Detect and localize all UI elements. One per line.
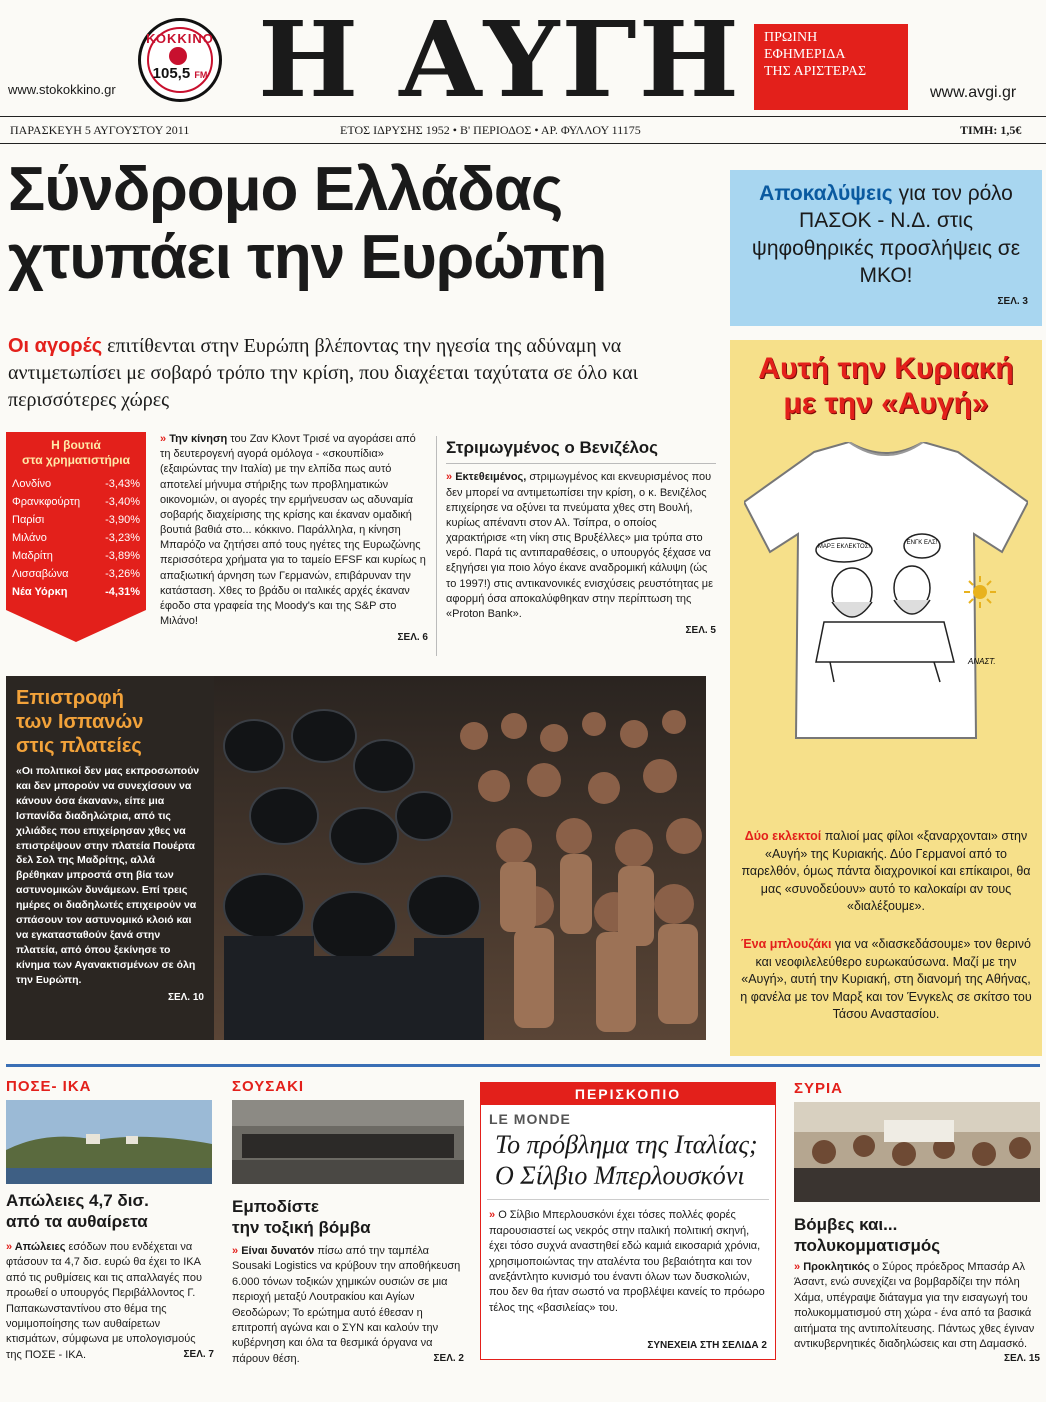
stock-city: Μαδρίτη bbox=[12, 550, 53, 562]
story-text: ο Σύρος πρόεδρος Μπασάρ Αλ Άσαντ, ενώ συνεχίζει να βομβαρδίζει την πόλη Χάμα, υπέγραψε διάταγμα για την εισαγωγή του πολυκομματισμού στη χώρα - ένα από τα βασικά αιτήματα της αντιπολίτευσης. Πάντως χθες έγιναν αντικυβερνητικές διαδηλώσεις και στη Δαμασκό. bbox=[794, 1261, 1035, 1350]
column-divider bbox=[436, 436, 437, 656]
story-headline-line-1: Εμποδίστε bbox=[232, 1197, 319, 1216]
stock-value: -3,40% bbox=[105, 496, 140, 508]
lead-headline-line-1: Σύνδρομο Ελλάδας bbox=[8, 155, 563, 224]
stock-markets-box bbox=[6, 432, 146, 610]
story-lead: Προκλητικός bbox=[803, 1261, 870, 1273]
blue-teaser-box[interactable] bbox=[730, 170, 1042, 326]
periscope-headline-line-1: Το πρόβλημα της Ιταλίας; bbox=[495, 1130, 758, 1159]
spain-title-line-3: στις πλατείες bbox=[16, 735, 142, 757]
stock-row bbox=[6, 548, 146, 566]
lead-sub-text: επιτίθενται στην Ευρώπη βλέποντας την ηγεσία της αδύναμη να αντιμετωπίσει με σοβαρό τρόπο την κρίση, που διαχέεται ταχύτατα σε όλο και περισσότερες χώρες bbox=[8, 335, 638, 411]
lightbulb-icon bbox=[169, 47, 187, 65]
lead-sub-keyword: Οι αγορές bbox=[8, 335, 103, 357]
stock-city: Παρίσι bbox=[12, 514, 45, 526]
issue-price: ΤΙΜΗ: 1,5€ bbox=[960, 123, 1022, 137]
promo-title-line-1: Αυτή την Κυριακή bbox=[758, 352, 1014, 385]
section-label-sousaki: ΣΟΥΣΑΚΙ bbox=[232, 1078, 305, 1095]
stock-value: -4,31% bbox=[105, 586, 140, 598]
periscope-label: ΠΕΡΙΣΚΟΠΙΟ bbox=[481, 1083, 775, 1105]
story-headline-line-1: Απώλειες 4,7 δισ. bbox=[6, 1191, 149, 1210]
syria-protest-photo bbox=[794, 1102, 1040, 1202]
stock-value: -3,90% bbox=[105, 514, 140, 526]
story-headline-sousaki[interactable] bbox=[232, 1196, 464, 1239]
spain-page: ΣΕΛ. 10 bbox=[167, 991, 204, 1003]
cartoon-signature: ΑΝΑΣΤ. bbox=[968, 657, 996, 666]
spain-title-line-2: των Ισπανών bbox=[16, 711, 144, 733]
tshirt-illustration bbox=[744, 442, 1028, 742]
stock-title-line-2: στα χρηματιστήρια bbox=[21, 453, 131, 467]
story-headline-line-2: από τα αυθαίρετα bbox=[6, 1212, 148, 1232]
promo-title-line-2: με την «Αυγή» bbox=[783, 386, 989, 420]
lead-headline-line-2: χτυπάει την Ευρώπη bbox=[8, 223, 607, 293]
periscope-box[interactable] bbox=[480, 1082, 776, 1360]
story-headline-syria[interactable] bbox=[794, 1214, 1040, 1257]
story-headline-pose-ika[interactable] bbox=[6, 1190, 214, 1233]
radio-freq-value: 105,5 bbox=[152, 65, 191, 82]
story-text: πίσω από την ταμπέλα Sousaki Logistics να κρύβουν την αποθήκευση 6.000 τόνων τοξικών χημικών ουσιών σε μια περιοχή μεταξύ Λουτρακίου και Αγίων Θεοδώρων; Το ερώτημα αυτό έθεσαν η επιτροπή αγώνα και ο ΣΥΝ και καλούν την κυβέρνηση και όλα τα θεσμικά όργανα να πάρουν θέση. bbox=[232, 1245, 461, 1365]
column-venizelos[interactable] bbox=[446, 436, 716, 638]
newspaper-title: Η ΑΥΓΗ bbox=[258, 0, 741, 121]
story-headline-line-2: πολυκομματισμός bbox=[794, 1236, 941, 1256]
stock-title-line-1: Η βουτιά bbox=[51, 438, 101, 452]
bullet-icon: » bbox=[489, 1209, 499, 1222]
stock-row bbox=[6, 494, 146, 512]
column-page: ΣΕΛ. 5 bbox=[685, 625, 716, 637]
stock-city: Μιλάνο bbox=[12, 532, 47, 544]
down-arrow-icon bbox=[6, 610, 146, 642]
radio-name: ΚΟΚΚΙΝΟ bbox=[146, 31, 214, 46]
spain-protest-story[interactable] bbox=[6, 676, 214, 1040]
blue-teaser-highlight: Αποκαλύψεις bbox=[759, 182, 893, 205]
stock-row bbox=[6, 566, 146, 584]
stock-city: Λισσαβώνα bbox=[12, 568, 69, 580]
story-page: ΣΕΛ. 2 bbox=[433, 1352, 464, 1364]
stock-row bbox=[6, 584, 146, 602]
dateline bbox=[0, 116, 1046, 144]
promo-p1-text: παλιοί μας φίλοι «ξαναρχονται» στην «Αυγή» της Κυριακής. Δύο Γερμανοί από το παρελθόν, όμως πάντα διαχρονικοί και επίκαιροι, θα μας «συνοδεύουν» αυτό το καλοκαίρι αν τους «διαλέξουμε». bbox=[741, 829, 1031, 913]
sunday-promo-box[interactable] bbox=[730, 340, 1042, 1056]
stock-row bbox=[6, 476, 146, 494]
periscope-headline bbox=[487, 1127, 769, 1200]
column-title: Στριμωγμένος ο Βενιζέλος bbox=[446, 436, 716, 464]
periscope-body bbox=[481, 1200, 775, 1316]
story-lead: Είναι δυνατόν bbox=[241, 1245, 315, 1257]
stock-row bbox=[6, 530, 146, 548]
stock-city: Φρανκφούρτη bbox=[12, 496, 81, 508]
story-page: ΣΕΛ. 15 bbox=[1003, 1353, 1040, 1365]
promo-title bbox=[742, 352, 1030, 421]
blue-teaser-text: για τον ρόλο ΠΑΣΟΚ - Ν.Δ. στις ψηφοθηρικές προσλήψεις σε ΜΚΟ! bbox=[751, 182, 1021, 287]
bullet-icon: » bbox=[446, 471, 456, 484]
story-body-syria bbox=[794, 1260, 1040, 1366]
story-lead: Απώλειες bbox=[14, 1241, 66, 1253]
bullet-icon: » bbox=[232, 1245, 242, 1257]
periscope-text: Ο Σίλβιο Μπερλουσκόνι έχει τόσες πολλές φορές παρουσιαστεί ως νεκρός στην ιταλική πολιτική σκηνή, έχει τόσο συχνά αναστηθεί εδώ καμιά εικοσαριά χρόνια, χρησιμοποιώντας την αταλέντα του βεβαιότητα και τον ανεξάντλητο κυνισμό του έναντι όλων των δυσκολιών, που δεν θα ήταν σωστό να προβλέψει κανείς το πρόωρο τέλος της «βασιλείας» του. bbox=[489, 1209, 765, 1314]
spain-title bbox=[16, 686, 204, 758]
column-text: του Ζαν Κλοντ Τρισέ να αγοράσει από τη δευτερογενή αγορά ομόλογα - «σκουπίδια» (εξαιρώντας την Ιταλία) με την ελπίδα πως αυτό αποτελεί μήνυμα στήριξης των προβληματικών οικονομιών, οι αγορές την ερμήνευσαν ως αδυναμία σοβαρής διαχείρισης της κρίσης και έκαναν ομαδική βουτιά βαθιά στο... κόκκινο. Παράλληλα, η κίνηση Μπαρόζο να ζητήσει από τους ηγέτες της Ευρωζώνης περισσότερα χρήματα για το ταμείο EFSF και κυρίως η απαξιωτική άρνηση των Γερμανών, επιβάρυναν την κατάσταση. Χθες το βράδυ οι ιταλικές αρχές έκαναν έφοδο στα γραφεία της Moody's και της S&P στο Μιλάνο! bbox=[160, 433, 426, 628]
story-text: εσόδων που ενδέχεται να φτάσουν τα 4,7 δισ. ευρώ θα έχει το ΙΚΑ από τις ρυθμίσεις και τις απαλλαγές που προωθεί ο υπουργός Περιβάλλοντος Γ. Παπακωνσταντίνου στο θέμα της νομιμοποίησης των αυθαίρετων κτισμάτων, σύμφωνα με υπολογισμούς της ΠΟΣΕ - ΙΚΑ. bbox=[6, 1241, 202, 1361]
story-page: ΣΕΛ. 7 bbox=[183, 1348, 214, 1360]
stock-value: -3,89% bbox=[105, 550, 140, 562]
section-label-syria: ΣΥΡΙΑ bbox=[794, 1080, 844, 1097]
spain-title-line-1: Επιστροφή bbox=[16, 687, 124, 709]
story-headline-line-1: Βόμβες και... bbox=[794, 1215, 898, 1234]
lead-subheadline bbox=[8, 333, 708, 414]
blue-teaser-page: ΣΕΛ. 3 bbox=[997, 296, 1028, 308]
issue-info: ΕΤΟΣ ΙΔΡΥΣΗΣ 1952 • Β' ΠΕΡΙΟΔΟΣ • ΑΡ. ΦΥΛΛΟΥ 11175 bbox=[340, 123, 641, 137]
issue-date: ΠΑΡΑΣΚΕΥΗ 5 ΑΥΓΟΥΣΤΟΥ 2011 bbox=[10, 123, 190, 137]
lead-headline[interactable] bbox=[8, 156, 718, 292]
promo-paragraph-2 bbox=[740, 936, 1032, 1024]
section-label-pose-ika: ΠΟΣΕ- ΙΚΑ bbox=[6, 1078, 92, 1095]
bullet-icon: » bbox=[6, 1241, 15, 1253]
stock-rows bbox=[6, 476, 146, 602]
section-divider bbox=[6, 1064, 1040, 1067]
coast-photo bbox=[6, 1100, 212, 1184]
story-headline-line-2: την τοξική βόμβα bbox=[232, 1218, 371, 1238]
stock-value: -3,26% bbox=[105, 568, 140, 580]
stock-value: -3,23% bbox=[105, 532, 140, 544]
promo-paragraph-1 bbox=[740, 828, 1032, 916]
stock-city: Λονδίνο bbox=[12, 478, 52, 490]
newspaper-website-link[interactable]: www.avgi.gr bbox=[930, 84, 1017, 101]
stock-value: -3,43% bbox=[105, 478, 140, 490]
story-body-pose-ika bbox=[6, 1240, 214, 1363]
cartoon-bubble-1: ΜΑΡΞ ΕΚΛΕΚΤΟΣ! bbox=[817, 544, 871, 550]
promo-p2-text: για να «διασκεδάσουμε» τον θερινό και νεοφιλελεύθερο ευρωκαύσωνα. Μαζί με την «Αυγή», αυτή την Κυριακή, στη διανομή της Αθήνας, η φανέλα με τον Μαρξ και τον Ένγκελς σε σκίτσο του Τάσου Αναστασίου. bbox=[740, 937, 1032, 1021]
radio-logo bbox=[138, 18, 222, 102]
cartoon-bubble-2: ΕΝΓΚ ΕΛΣ! bbox=[906, 540, 938, 546]
column-text: στριμωγμένος και εκνευρισμένος που δεν μπορεί να αντιμετωπίσει την κρίση, ο κ. Βενιζέλος επιχείρησε να οξύνει τα πνεύματα χθες στη Βουλή, κυρίως απέναντι στον Αλ. Τσίπρα, ο οποίος χαρακτήρισε «τη νίκη στις Βρυξέλλες» μια τρύπα στο νερό. Παρά τις αντιπαραθέσεις, ο υπουργός ξέχασε να εξηγήσει για ποιο λόγο έκανε αναδρομική κάλυψη (ώς το 1997!) στις αντικανονικές ενισχύσεις ρευστότητας με αφορμή όσα αποκαλύφθηκαν στην περίπτωση της «Proton Bank». bbox=[446, 471, 714, 620]
tagline-line-2: ΕΦΗΜΕΡΙΔΑ bbox=[764, 46, 846, 62]
protest-road-photo bbox=[232, 1100, 464, 1184]
radio-freq-unit: FM bbox=[194, 70, 208, 80]
radio-frequency bbox=[141, 65, 219, 82]
tagline-line-1: ΠΡΩΙΝΗ bbox=[764, 30, 818, 45]
column-lead: Την κίνηση bbox=[169, 433, 228, 445]
column-lead: Εκτεθειμένος, bbox=[455, 471, 527, 484]
radio-website-link[interactable]: www.stokokkino.gr bbox=[8, 82, 116, 97]
promo-p1-highlight: Δύο εκλεκτοί bbox=[744, 829, 822, 843]
tagline-box bbox=[754, 24, 908, 110]
periscope-continued: ΣΥΝΕΧΕΙΑ ΣΤΗ ΣΕΛΙΔΑ 2 bbox=[647, 1340, 767, 1351]
tagline-line-3: ΤΗΣ ΑΡΙΣΤΕΡΑΣ bbox=[764, 63, 867, 79]
periscope-source: LE MONDE bbox=[489, 1111, 571, 1127]
stock-row bbox=[6, 512, 146, 530]
periscope-headline-line-2: Ο Σίλβιο Μπερλουσκόνι bbox=[495, 1161, 745, 1191]
bullet-icon: » bbox=[794, 1261, 804, 1273]
spain-text: «Οι πολιτικοί δεν μας εκπροσωπούν και δεν μπορούν να συνεχίσουν να κάνουν όσα έκαναν», είπε μια Ισπανίδα διαδηλώτρια, από τις χιλιάδες που επιχείρησαν χθες να επιστρέψουν στην πλατεία Πουέρτα δελ Σολ της Μαδρίτης, αλλά βρέθηκαν μπροστά στη βία των αστυνομικών δυνάμεων. Επί τρεις ημέρες οι διαδηλωτές επιχειρούν να σπάσουν τον αστυνομικό κλοιό και να εγκατασταθούν ξανά στην πλατεία, από όπου ξεκίνησε το κίνημα των Αγανακτισμένων σε όλη την Ευρώπη. bbox=[16, 765, 200, 986]
stock-city: Νέα Υόρκη bbox=[12, 586, 68, 598]
column-page: ΣΕΛ. 6 bbox=[397, 632, 428, 644]
promo-p2-highlight: Ένα μπλουζάκι bbox=[741, 937, 832, 951]
stock-title bbox=[6, 432, 146, 468]
column-trichet[interactable] bbox=[160, 432, 428, 645]
story-body-sousaki bbox=[232, 1244, 464, 1367]
protest-photo bbox=[214, 676, 706, 1040]
bullet-icon: » bbox=[160, 433, 170, 445]
